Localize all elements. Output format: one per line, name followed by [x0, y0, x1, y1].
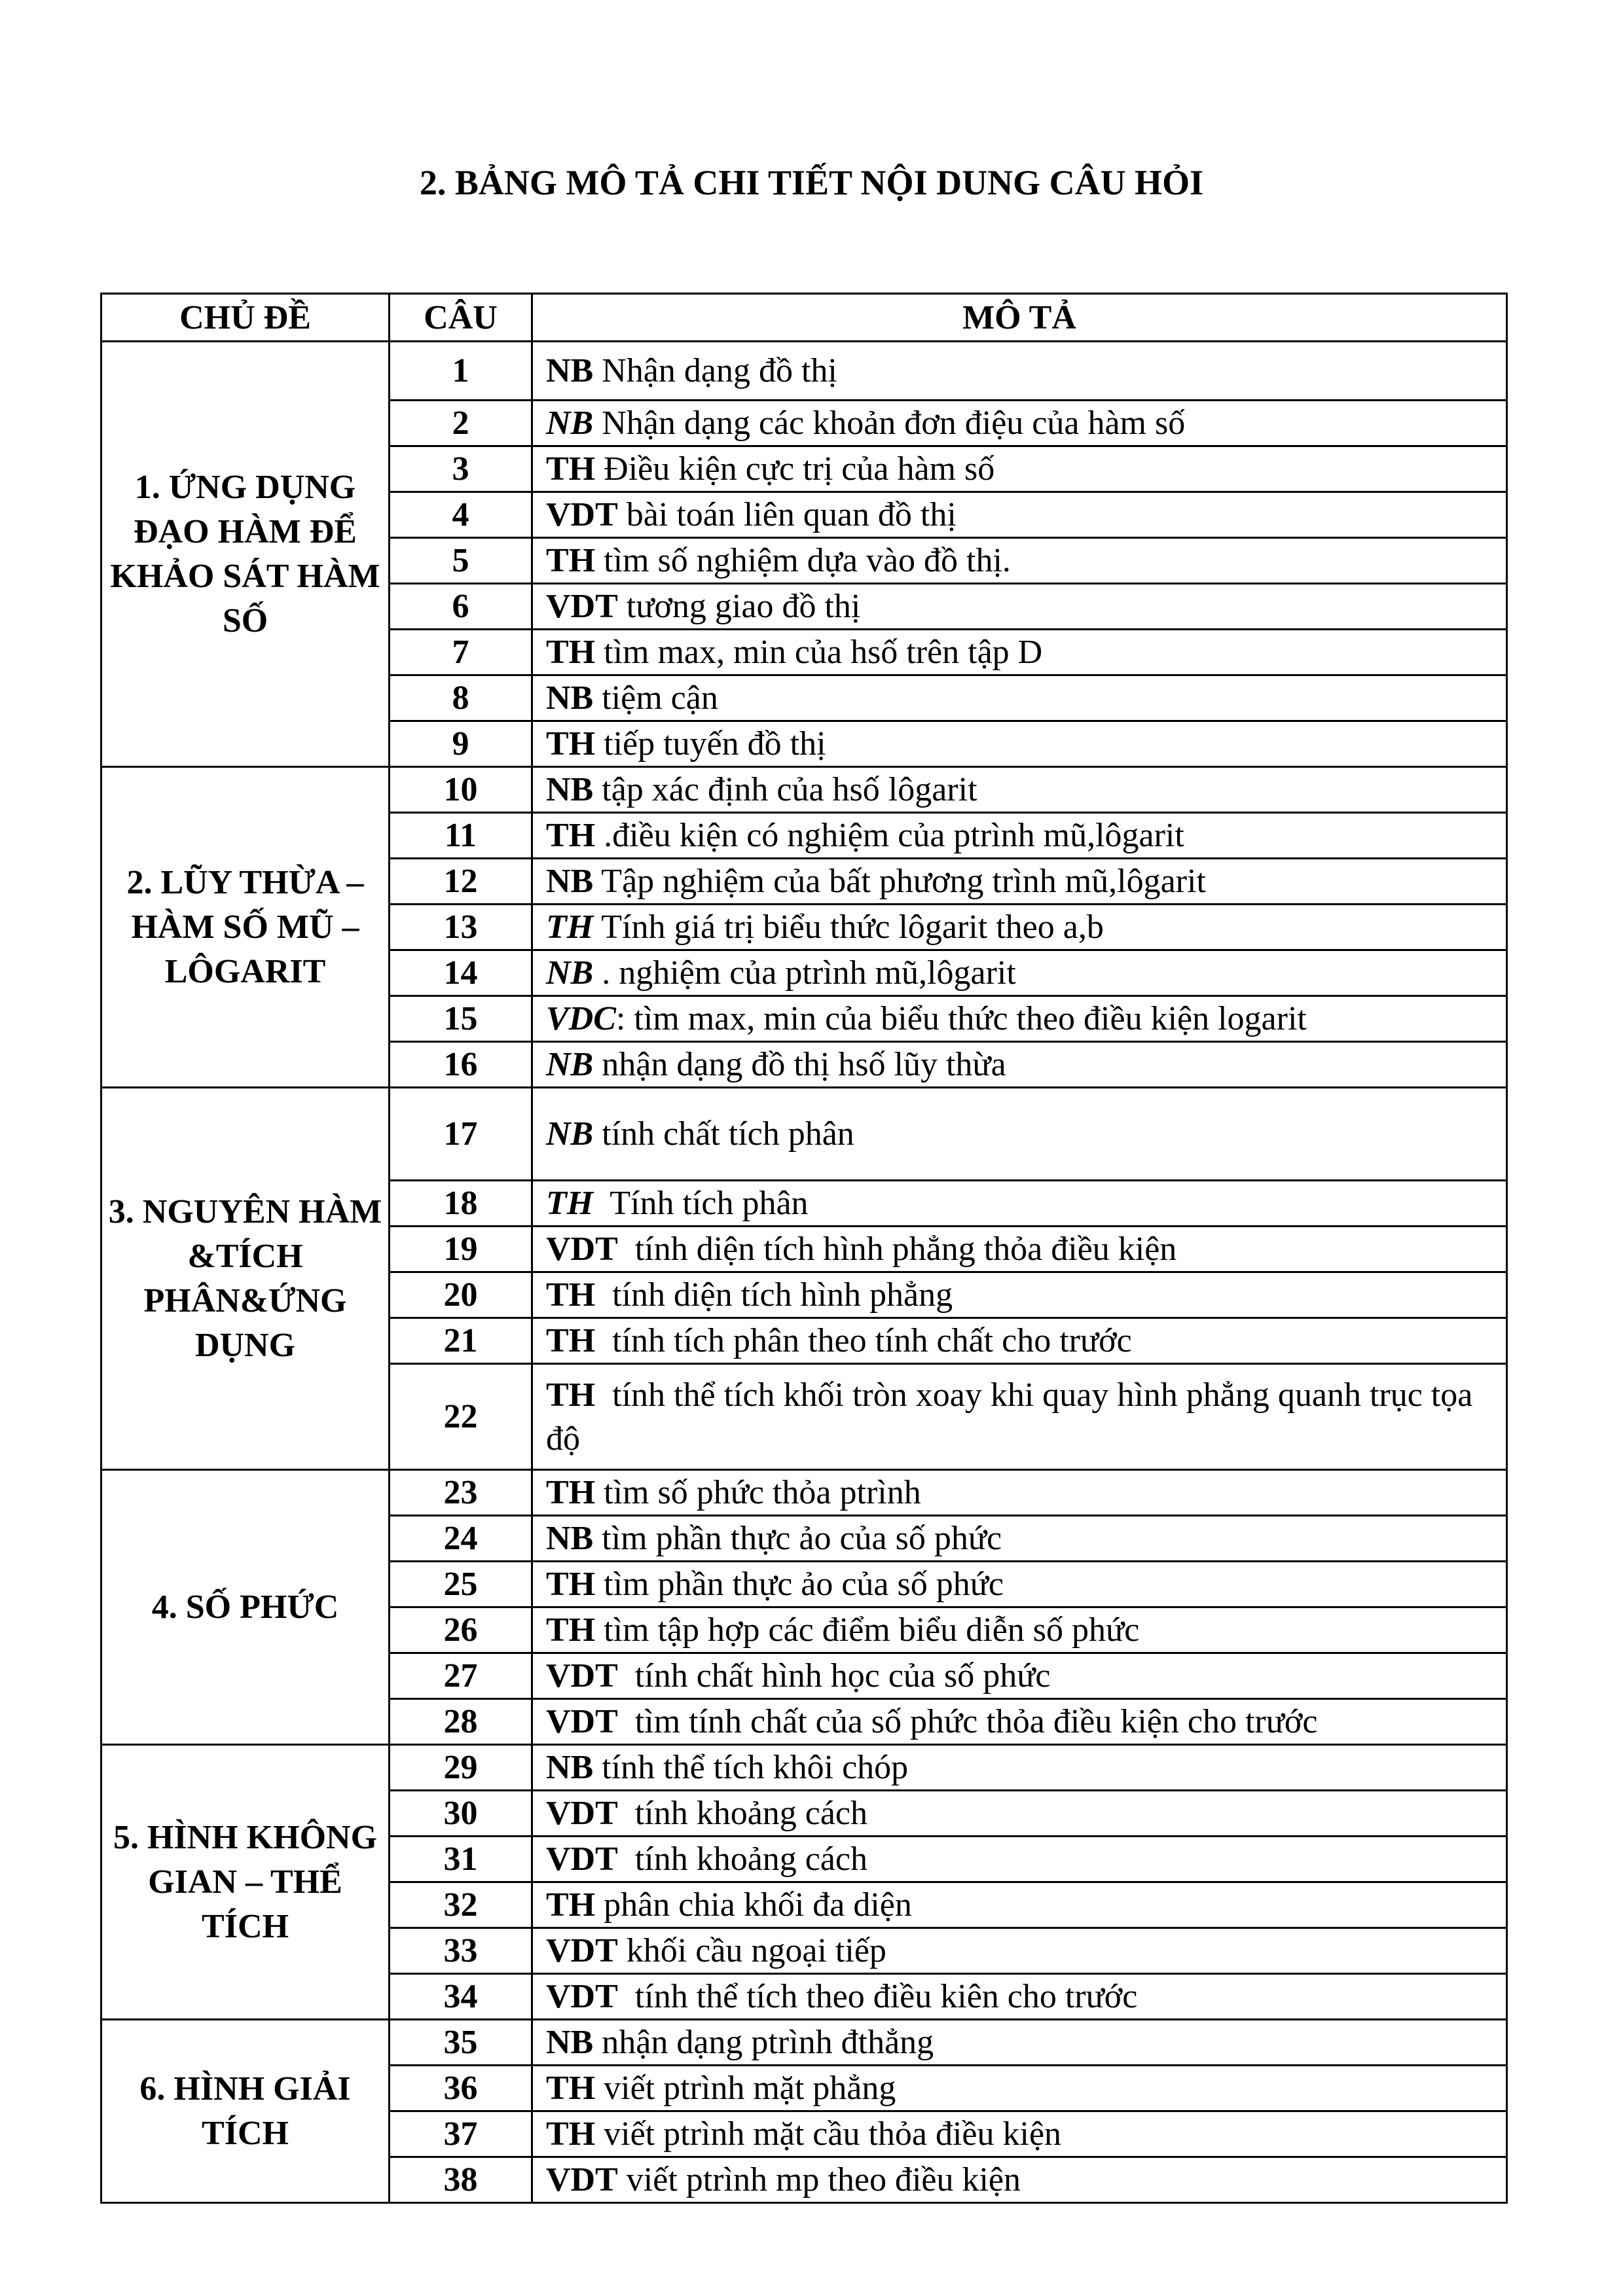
question-description-table — [100, 293, 1508, 2204]
question-number: 36 — [390, 2066, 532, 2111]
question-description — [532, 1272, 1507, 1318]
difficulty-level: TH — [546, 1611, 596, 1649]
description-text: tiệm cận — [593, 679, 718, 717]
topic-cell: 6. HÌNH GIẢI TÍCH — [101, 2020, 390, 2203]
question-description — [532, 538, 1507, 584]
question-number: 2 — [390, 401, 532, 446]
question-number: 25 — [390, 1562, 532, 1607]
description-text: bài toán liên quan đồ thị — [617, 496, 957, 533]
question-number: 14 — [390, 950, 532, 996]
difficulty-level: TH — [546, 542, 596, 579]
table-row — [101, 1088, 1507, 1181]
question-description — [532, 630, 1507, 675]
description-text: tính khoảng cách — [617, 1795, 868, 1832]
description-text: tính diện tích hình phẳng thỏa điều kiện — [617, 1230, 1177, 1268]
description-text: tính chất tích phân — [593, 1115, 854, 1153]
difficulty-level: VDT — [546, 1978, 618, 2015]
table-row — [101, 2020, 1507, 2066]
description-text: khối cầu ngoại tiếp — [617, 1932, 886, 1969]
difficulty-level: NB — [546, 1520, 594, 1557]
question-number: 38 — [390, 2157, 532, 2203]
difficulty-level: NB — [546, 679, 594, 717]
description-text: tính thể tích khôi chóp — [593, 1749, 909, 1786]
description-text: tìm số phức thỏa ptrình — [595, 1474, 921, 1511]
difficulty-level: TH — [546, 1322, 596, 1359]
table-row — [101, 1745, 1507, 1791]
question-number: 20 — [390, 1272, 532, 1318]
question-description — [532, 813, 1507, 859]
difficulty-level: TH — [546, 1566, 596, 1603]
difficulty-level: TH — [546, 2115, 596, 2153]
topic-cell: 3. NGUYÊN HÀM &TÍCH PHÂN&ỨNG DỤNG — [101, 1088, 390, 1470]
question-number: 11 — [390, 813, 532, 859]
question-description — [532, 950, 1507, 996]
description-text: Tập nghiệm của bất phương trình mũ,lôgarit — [593, 863, 1206, 900]
question-number: 8 — [390, 675, 532, 721]
question-number: 28 — [390, 1699, 532, 1745]
description-text: tính thể tích khối tròn xoay khi quay hình phẳng quanh trục tọa độ — [546, 1376, 1482, 1458]
question-description — [532, 1364, 1507, 1470]
difficulty-level: VDT — [546, 1230, 618, 1268]
difficulty-level: TH — [546, 817, 596, 854]
question-description — [532, 401, 1507, 446]
page-title: 2. BẢNG MÔ TẢ CHI TIẾT NỘI DUNG CÂU HỎI — [419, 163, 1204, 202]
question-description — [532, 1607, 1507, 1653]
difficulty-level: VDT — [546, 1657, 618, 1695]
description-text: : tìm max, min của biểu thức theo điều kiện logarit — [615, 1000, 1307, 1037]
question-number: 27 — [390, 1653, 532, 1699]
description-text: viết ptrình mặt cầu thỏa điều kiện — [595, 2115, 1062, 2153]
question-description — [532, 1974, 1507, 2020]
question-description — [532, 1882, 1507, 1928]
description-text: tính diện tích hình phẳng — [595, 1276, 953, 1314]
question-number: 10 — [390, 767, 532, 813]
question-description — [532, 996, 1507, 1042]
question-description — [532, 1653, 1507, 1699]
topic-cell: 1. ỨNG DỤNG ĐẠO HÀM ĐỂ KHẢO SÁT HÀM SỐ — [101, 342, 390, 767]
question-number: 37 — [390, 2111, 532, 2157]
description-text: nhận dạng ptrình đthẳng — [593, 2024, 934, 2061]
description-text: Tính giá trị biểu thức lôgarit theo a,b — [593, 908, 1104, 946]
difficulty-level: TH — [546, 1376, 596, 1414]
header-description: MÔ TẢ — [532, 294, 1507, 342]
difficulty-level: VDT — [546, 1703, 618, 1740]
question-number: 3 — [390, 446, 532, 492]
question-number: 34 — [390, 1974, 532, 2020]
difficulty-level: NB — [546, 1046, 594, 1083]
description-text: tìm phần thực ảo của số phức — [593, 1520, 1002, 1557]
difficulty-level: TH — [546, 450, 596, 488]
description-text: tìm tính chất của số phức thỏa điều kiện cho trước — [617, 1703, 1318, 1740]
difficulty-level: VDT — [546, 588, 618, 625]
question-number: 17 — [390, 1088, 532, 1181]
header-topic: CHỦ ĐỀ — [101, 294, 390, 342]
description-text: tập xác định của hsố lôgarit — [593, 771, 977, 808]
question-number: 15 — [390, 996, 532, 1042]
question-number: 26 — [390, 1607, 532, 1653]
question-description — [532, 2111, 1507, 2157]
question-number: 12 — [390, 859, 532, 905]
description-text: Nhận dạng các khoản đơn điệu của hàm số — [593, 404, 1186, 442]
description-text: tiếp tuyến đồ thị — [595, 725, 826, 762]
question-number: 1 — [390, 342, 532, 401]
description-text: tìm phần thực ảo của số phức — [595, 1566, 1004, 1603]
description-text: tính chất hình học của số phức — [617, 1657, 1051, 1695]
description-text: Điều kiện cực trị của hàm số — [595, 450, 995, 488]
difficulty-level: TH — [546, 725, 596, 762]
description-text: . nghiệm của ptrình mũ,lôgarit — [593, 954, 1016, 992]
description-text: viết ptrình mặt phẳng — [595, 2070, 896, 2107]
difficulty-level: VDC — [546, 1000, 616, 1037]
description-text: tìm tập hợp các điểm biểu diễn số phức — [595, 1611, 1140, 1649]
difficulty-level: VDT — [546, 1840, 618, 1878]
question-number: 33 — [390, 1928, 532, 1974]
question-description — [532, 342, 1507, 401]
question-description — [532, 905, 1507, 950]
question-description — [532, 1318, 1507, 1364]
difficulty-level: TH — [546, 2070, 596, 2107]
difficulty-level: NB — [546, 1749, 594, 1786]
table-row — [101, 1470, 1507, 1516]
topic-cell: 2. LŨY THỪA – HÀM SỐ MŨ – LÔGARIT — [101, 767, 390, 1088]
difficulty-level: TH — [546, 634, 596, 671]
table-row — [101, 767, 1507, 813]
table-header-row — [101, 294, 1507, 342]
table-row — [101, 342, 1507, 401]
topic-cell: 4. SỐ PHỨC — [101, 1470, 390, 1745]
difficulty-level: NB — [546, 2024, 594, 2061]
question-number: 5 — [390, 538, 532, 584]
question-description — [532, 2157, 1507, 2203]
question-description — [532, 1227, 1507, 1272]
question-description — [532, 2020, 1507, 2066]
question-description — [532, 1928, 1507, 1974]
difficulty-level: NB — [546, 863, 594, 900]
question-description — [532, 1470, 1507, 1516]
question-number: 30 — [390, 1791, 532, 1837]
difficulty-level: TH — [546, 1886, 596, 1924]
description-text: tương giao đồ thị — [617, 588, 861, 625]
description-text: phân chia khối đa diện — [595, 1886, 912, 1924]
question-description — [532, 1088, 1507, 1181]
difficulty-level: VDT — [546, 1932, 618, 1969]
question-number: 24 — [390, 1516, 532, 1562]
question-description — [532, 1042, 1507, 1088]
question-description — [532, 721, 1507, 767]
difficulty-level: VDT — [546, 1795, 618, 1832]
question-description — [532, 1181, 1507, 1227]
topic-cell: 5. HÌNH KHÔNG GIAN – THỂ TÍCH — [101, 1745, 390, 2020]
description-text: tìm số nghiệm dựa vào đồ thị. — [595, 542, 1011, 579]
question-description — [532, 1516, 1507, 1562]
question-description — [532, 1745, 1507, 1791]
question-number: 6 — [390, 584, 532, 630]
difficulty-level: NB — [546, 352, 594, 389]
difficulty-level: NB — [546, 954, 594, 992]
question-description — [532, 859, 1507, 905]
question-number: 7 — [390, 630, 532, 675]
header-question: CÂU — [390, 294, 532, 342]
question-description — [532, 1562, 1507, 1607]
difficulty-level: NB — [546, 1115, 594, 1153]
question-number: 21 — [390, 1318, 532, 1364]
difficulty-level: NB — [546, 404, 594, 442]
question-description — [532, 675, 1507, 721]
question-number: 16 — [390, 1042, 532, 1088]
difficulty-level: NB — [546, 771, 594, 808]
question-description — [532, 767, 1507, 813]
question-number: 22 — [390, 1364, 532, 1470]
question-description — [532, 1837, 1507, 1882]
question-description — [532, 492, 1507, 538]
question-number: 9 — [390, 721, 532, 767]
question-description — [532, 584, 1507, 630]
question-number: 23 — [390, 1470, 532, 1516]
description-text: Tính tích phân — [593, 1185, 809, 1222]
description-text: viết ptrình mp theo điều kiện — [617, 2161, 1021, 2198]
difficulty-level: VDT — [546, 2161, 618, 2198]
question-number: 4 — [390, 492, 532, 538]
difficulty-level: TH — [546, 908, 594, 946]
question-number: 18 — [390, 1181, 532, 1227]
question-number: 19 — [390, 1227, 532, 1272]
difficulty-level: TH — [546, 1185, 594, 1222]
question-description — [532, 2066, 1507, 2111]
question-number: 31 — [390, 1837, 532, 1882]
question-number: 35 — [390, 2020, 532, 2066]
question-number: 13 — [390, 905, 532, 950]
question-description — [532, 1699, 1507, 1745]
question-number: 29 — [390, 1745, 532, 1791]
difficulty-level: VDT — [546, 496, 618, 533]
question-description — [532, 1791, 1507, 1837]
description-text: Nhận dạng đồ thị — [593, 352, 837, 389]
description-text: .điều kiện có nghiệm của ptrình mũ,lôgarit — [595, 817, 1184, 854]
description-text: tính khoảng cách — [617, 1840, 868, 1878]
description-text: tính tích phân theo tính chất cho trước — [595, 1322, 1132, 1359]
description-text: tìm max, min của hsố trên tập D — [595, 634, 1043, 671]
description-text: nhận dạng đồ thị hsố lũy thừa — [593, 1046, 1006, 1083]
difficulty-level: TH — [546, 1276, 596, 1314]
question-number: 32 — [390, 1882, 532, 1928]
description-text: tính thể tích theo điều kiên cho trước — [617, 1978, 1138, 2015]
difficulty-level: TH — [546, 1474, 596, 1511]
question-description — [532, 446, 1507, 492]
